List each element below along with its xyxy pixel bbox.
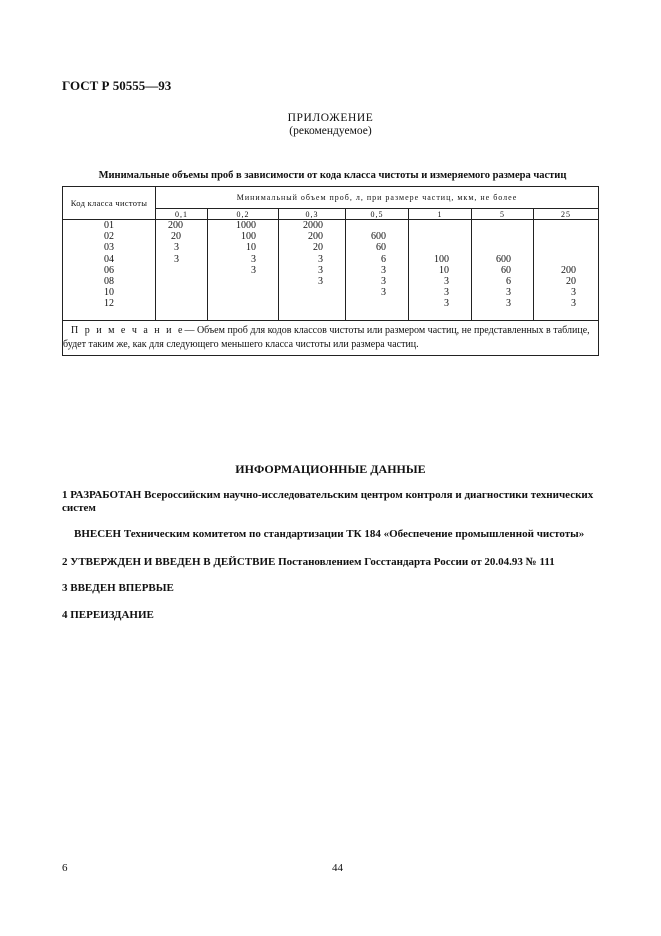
page-number-left: 6	[62, 862, 68, 874]
volume-cell: 600	[371, 231, 386, 243]
info-item-3	[62, 582, 602, 595]
volume-cell	[534, 231, 598, 242]
code-column	[63, 220, 156, 321]
volume-cell: 10	[439, 264, 449, 276]
info-item-1b	[62, 528, 604, 541]
item-number: 1	[62, 489, 68, 501]
appendix-subtitle: (рекомендуемое)	[289, 125, 372, 137]
volume-cell: 6	[381, 253, 386, 265]
volume-cell: 3	[318, 276, 323, 288]
code-value: 06	[104, 264, 114, 276]
item-text: Всероссийским научно-исследовательским центром контроля и диагностики технических систем	[62, 489, 594, 514]
volume-cell: 20	[566, 276, 577, 288]
volume-cell: 3	[506, 287, 511, 299]
info-item-4	[62, 609, 602, 622]
info-title: ИНФОРМАЦИОННЫЕ ДАННЫЕ	[235, 462, 426, 476]
volume-cell: 3	[318, 253, 323, 265]
volume-cell: 60	[501, 264, 511, 276]
volume-cell: 3	[174, 242, 179, 254]
code-column-header: Код класса чистоты	[63, 187, 156, 220]
code-value: 08	[104, 276, 114, 288]
page-number-center: 44	[332, 862, 343, 874]
note-text: — Объем проб для кодов классов чистоты или размером частиц, не представленных в таблице, будет таким же, как для следующего меньшего класса чистоты или размера частиц.	[63, 325, 590, 350]
item-number: 3	[62, 582, 68, 594]
volume-cell	[472, 231, 533, 242]
size-header: 5	[472, 209, 534, 220]
volume-column-0-1	[156, 220, 208, 321]
volume-cell: 3	[444, 287, 449, 299]
info-item-1	[62, 489, 602, 515]
size-group-header: Минимальный объем проб, л, при размере частиц, мкм, не более	[156, 187, 599, 209]
code-value: 03	[104, 242, 114, 254]
code-value: 01	[104, 220, 114, 231]
item-text: Техническим комитетом по стандартизации ТК 184 «Обеспечение промышленной чистоты»	[121, 528, 585, 540]
size-header: 0,2	[208, 209, 279, 220]
volume-cell: 200	[308, 231, 323, 243]
volume-cell	[472, 242, 533, 253]
volume-cell: 3	[571, 298, 577, 310]
volume-cell: 200	[561, 264, 577, 276]
item-lead: УТВЕРЖДЕН И ВВЕДЕН В ДЕЙСТВИЕ	[70, 556, 276, 568]
volume-cell: 3	[318, 264, 323, 276]
volume-cell	[534, 220, 598, 231]
volume-cell: 3	[444, 298, 449, 310]
volume-column-25	[534, 220, 599, 321]
info-item-2	[62, 556, 602, 569]
item-number: 2	[62, 556, 68, 568]
volume-cell: 3	[444, 276, 449, 288]
code-value: 02	[104, 231, 114, 243]
volume-column-5	[472, 220, 534, 321]
size-header: 0,5	[346, 209, 409, 220]
volume-cell: 6	[506, 276, 511, 288]
volume-cell: 3	[381, 287, 386, 299]
table-caption: Минимальные объемы проб в зависимости от кода класса чистоты и измеряемого размера частиц	[98, 170, 567, 181]
standard-designation: ГОСТ Р 50555—93	[62, 78, 172, 93]
volume-cell: 200	[168, 220, 183, 231]
size-header: 0,1	[156, 209, 208, 220]
volume-cell: 20	[313, 242, 323, 254]
code-value: 12	[104, 298, 114, 310]
volume-cell: 10	[246, 242, 256, 254]
volume-cell: 100	[241, 231, 256, 243]
volume-cell: 3	[381, 264, 386, 276]
size-header: 1	[409, 209, 472, 220]
appendix-title: ПРИЛОЖЕНИЕ	[287, 112, 374, 124]
table-note	[63, 321, 599, 356]
item-number: 4	[62, 609, 68, 621]
volume-cell	[346, 220, 408, 231]
item-lead: ВНЕСЕН	[74, 528, 122, 540]
volume-cell: 600	[496, 253, 511, 265]
volume-cell: 3	[251, 253, 256, 265]
item-lead: ВВЕДЕН ВПЕРВЫЕ	[70, 582, 174, 594]
note-label: П р и м е ч а н и е	[71, 325, 185, 336]
volume-cell: 3	[381, 276, 386, 288]
volume-column-1	[409, 220, 472, 321]
volume-cell	[472, 220, 533, 231]
volume-column-0-3	[279, 220, 346, 321]
volume-cell: 3	[174, 253, 179, 265]
volume-cell: 3	[571, 287, 577, 299]
code-value: 04	[104, 253, 114, 265]
volume-cell: 2000	[303, 220, 323, 231]
item-lead: ПЕРЕИЗДАНИЕ	[70, 609, 154, 621]
item-text: Постановлением Госстандарта России от 20.04.93 № 111	[275, 556, 555, 568]
volume-cell: 60	[376, 242, 386, 254]
code-value: 10	[104, 287, 114, 299]
size-header: 25	[534, 209, 599, 220]
volume-cell: 1000	[236, 220, 256, 231]
volume-column-0-2	[208, 220, 279, 321]
volume-cell: 3	[506, 298, 511, 310]
volume-column-0-5	[346, 220, 409, 321]
volume-cell: 20	[171, 231, 181, 243]
size-header: 0,3	[279, 209, 346, 220]
volume-cell: 100	[434, 253, 449, 265]
volume-cell	[409, 242, 471, 253]
volume-cell: 3	[251, 264, 256, 276]
volume-cell	[409, 220, 471, 231]
volume-cell	[534, 242, 598, 253]
volume-cell	[409, 231, 471, 242]
item-lead: РАЗРАБОТАН	[70, 489, 142, 501]
sample-volume-table	[62, 186, 599, 356]
volume-cell	[534, 254, 598, 265]
